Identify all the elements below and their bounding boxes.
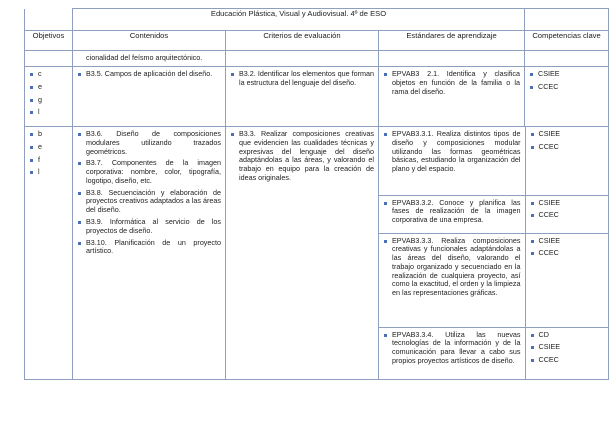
contenido-item: B3.7. Componentes de la imagen corporativa: nombre, color, tipografía, logotipo, diseño, etc. bbox=[77, 159, 221, 185]
objetivo-item: c bbox=[29, 70, 68, 79]
continuation-contenidos bbox=[73, 51, 226, 67]
estandar-cell bbox=[379, 67, 525, 127]
estandar-row bbox=[379, 127, 609, 195]
objetivos-list bbox=[29, 70, 68, 117]
contenido-item: B3.5. Campos de aplicación del diseño. bbox=[77, 70, 221, 79]
table-row bbox=[25, 67, 609, 127]
objetivo-item: l bbox=[29, 108, 68, 117]
estandar-text: EPVAB3.3.1. Realiza distintos tipos de diseño y composiciones modular utilizando las formas geométricas básicas, estudiando la organización del plano y del espacio. bbox=[383, 130, 521, 174]
competencias-cell bbox=[525, 233, 609, 327]
continuation-criterio bbox=[226, 51, 379, 67]
table-title: Educación Plástica, Visual y Audiovisual. 4º de ESO bbox=[73, 9, 525, 31]
objetivo-item: f bbox=[29, 156, 68, 165]
competencia-item: CD bbox=[530, 331, 606, 340]
contenido-item: B3.8. Secuenciación y elaboración de proyectos creativos adaptados a las áreas del diseño. bbox=[77, 189, 221, 215]
estandar-row bbox=[379, 233, 609, 327]
contenidos-cell bbox=[73, 67, 226, 127]
estandar-row bbox=[379, 195, 609, 233]
criterio-cell bbox=[226, 67, 379, 127]
competencias-list bbox=[529, 70, 604, 92]
competencias-list bbox=[530, 130, 606, 152]
continuation-text: cionalidad del feísmo arquitectónico. bbox=[86, 53, 203, 62]
estandar-text: EPVAB3.3.2. Conoce y planifica las fases de realización de la imagen corporativa de una empresa. bbox=[383, 199, 521, 225]
objetivo-item: l bbox=[29, 168, 68, 177]
header-contenidos: Contenidos bbox=[73, 31, 226, 51]
competencias-cell bbox=[525, 67, 609, 127]
objetivos-cell bbox=[25, 127, 73, 380]
competencia-item: CSIEE bbox=[530, 199, 606, 208]
continuation-row bbox=[25, 51, 609, 67]
header-criterios: Criterios de evaluación bbox=[226, 31, 379, 51]
estandar-cell bbox=[379, 233, 525, 327]
table-row bbox=[25, 127, 609, 380]
estandar-cell bbox=[379, 195, 525, 233]
criterio-cell bbox=[226, 127, 379, 380]
continuation-competencias bbox=[525, 51, 609, 67]
header-competencias: Competencias clave bbox=[525, 31, 609, 51]
objetivo-item: b bbox=[29, 130, 68, 139]
header-objetivos: Objetivos bbox=[25, 31, 73, 51]
empty-corner-cell bbox=[25, 9, 73, 31]
estandar-row bbox=[379, 327, 609, 379]
contenido-item: B3.9. Informática al servicio de los proyectos de diseño. bbox=[77, 218, 221, 236]
competencia-item: CSIEE bbox=[530, 343, 606, 352]
objetivo-item: e bbox=[29, 83, 68, 92]
contenidos-list bbox=[77, 130, 221, 256]
competencias-cell bbox=[525, 327, 609, 379]
contenidos-list bbox=[77, 70, 221, 79]
competencias-cell bbox=[525, 195, 609, 233]
contenido-item: B3.6. Diseño de composiciones modulares utilizando trazados geométricos. bbox=[77, 130, 221, 156]
estandar-text: EPVAB3.3.3. Realiza composiciones creativas y funcionales adaptándolas a las áreas del diseño, valorando el trabajo organizado y secuenciado en la realización de cualquiera proyecto, así como la exactitud, el orden y la limpieza en las representaciones gráficas. bbox=[383, 237, 521, 298]
objetivos-list bbox=[29, 130, 68, 177]
competencias-cell bbox=[525, 127, 609, 195]
competencia-item: CCEC bbox=[530, 211, 606, 220]
competencias-list bbox=[530, 237, 606, 259]
criterio-text: B3.3. Realizar composiciones creativas que evidencien las cualidades técnicas y expresivas del lenguaje del diseño adaptándolas a las áreas, y valorando el trabajo en equipo para la creación de ideas originales. bbox=[230, 130, 374, 183]
objetivo-item: g bbox=[29, 96, 68, 105]
competencia-item: CCEC bbox=[530, 356, 606, 365]
continuation-objetivos bbox=[25, 51, 73, 67]
competencias-list bbox=[530, 331, 606, 365]
estandar-cell bbox=[379, 327, 525, 379]
competencia-item: CSIEE bbox=[530, 130, 606, 139]
estandares-block bbox=[379, 127, 609, 380]
criterio-text: B3.2. Identificar los elementos que forman la estructura del lenguaje del diseño. bbox=[230, 70, 374, 88]
estandar-text: EPVAB3 2.1. Identifica y clasifica objetos en función de la familia o la rama del diseño. bbox=[383, 70, 520, 96]
table-title-row bbox=[25, 9, 609, 31]
contenidos-cell bbox=[73, 127, 226, 380]
empty-title-cell bbox=[525, 9, 609, 31]
curriculum-table bbox=[24, 8, 609, 380]
competencia-item: CCEC bbox=[529, 83, 604, 92]
contenido-item: B3.10. Planificación de un proyecto artístico. bbox=[77, 239, 221, 257]
continuation-estandar bbox=[379, 51, 525, 67]
competencias-list bbox=[530, 199, 606, 221]
competencia-item: CSIEE bbox=[530, 237, 606, 246]
header-estandares: Estándares de aprendizaje bbox=[379, 31, 525, 51]
estandares-subtable bbox=[379, 127, 609, 379]
competencia-item: CCEC bbox=[530, 249, 606, 258]
estandar-cell bbox=[379, 127, 525, 195]
objetivos-cell bbox=[25, 67, 73, 127]
column-header-row bbox=[25, 31, 609, 51]
objetivo-item: e bbox=[29, 143, 68, 152]
competencia-item: CSIEE bbox=[529, 70, 604, 79]
estandar-text: EPVAB3.3.4. Utiliza las nuevas tecnologías de la información y de la comunicación para llevar a cabo sus propios proyectos artísticos de diseño. bbox=[383, 331, 521, 366]
competencia-item: CCEC bbox=[530, 143, 606, 152]
